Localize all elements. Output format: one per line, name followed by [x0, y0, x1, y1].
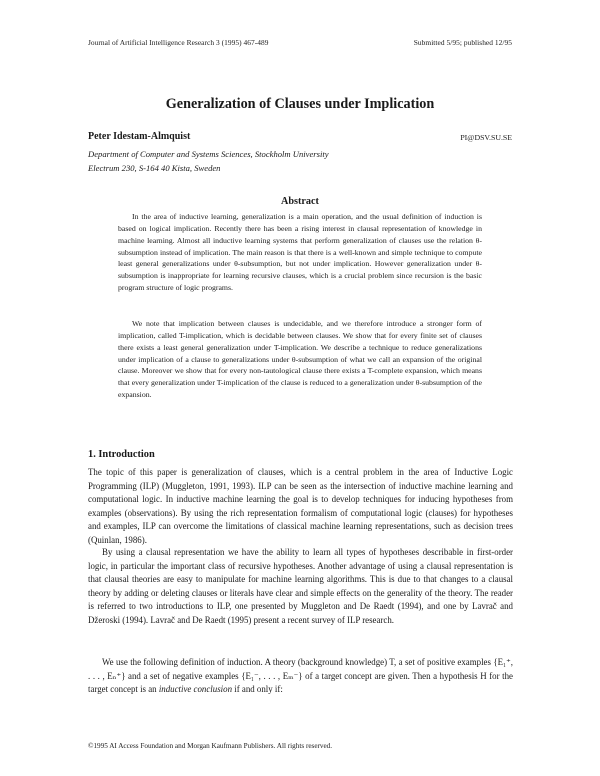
submission-dates: Submitted 5/95; published 12/95 — [413, 38, 512, 47]
abstract-heading: Abstract — [281, 196, 319, 207]
intro-text-3 — [88, 656, 513, 697]
intro-text-3-start: We use the following definition of induction. A theory (background knowledge) T, a set of positive examples {E₁⁺, . . . , Eₙ⁺} and a set of negative examples {E₁⁻, . . . , Eₘ⁻} of a target concept are given. Then a hypothesis H for the target concept is an — [88, 657, 513, 695]
abstract-text-1: In the area of inductive learning, generalization is a main operation, and the usual definition of induction is based on logical implication. Recently there has been a rising interest in clausal representation of knowledge in machine learning. Almost all inductive learning systems that perform generalization of clauses use the relation θ-subsumption instead of implication. The main reason is that there is a well-known and simple technique to compute least general generalizations under θ-subsumption, but not under implication. However generalization under θ-subsumption is inappropriate for learning recursive clauses, which is a crucial problem since recursion is the basic program structure of logic programs. — [118, 212, 482, 293]
intro-paragraph-2 — [88, 546, 513, 627]
abstract-paragraph-2 — [118, 318, 482, 401]
intro-text-2: By using a clausal representation we have the ability to learn all types of hypotheses describable in first-order logic, in particular the important class of recursive hypotheses. Another advantage of using a clausal representation is that clausal theories are easy to manipulate for machine learning algorithms. This is due to that changes to a clausal theory by adding or deleting clauses or literals have clear and simple effects on the generality of the theory. The reader is referred to two introductions to ILP, one presented by Muggleton and De Raedt (1994), and one by Lavrač and Džeroski (1994). Lavrač and De Raedt (1995) present a recent survey of ILP research. — [88, 547, 513, 625]
intro-text-3-end: if and only if: — [234, 684, 283, 695]
author-name: Peter Idestam-Almquist — [88, 131, 191, 142]
copyright-footer: ©1995 AI Access Foundation and Morgan Kaufmann Publishers. All rights reserved. — [88, 742, 333, 750]
journal-header: Journal of Artificial Intelligence Research 3 (1995) 467-489 — [88, 38, 269, 47]
intro-text-1: The topic of this paper is generalization of clauses, which is a central problem in the area of Inductive Logic Programming (ILP) (Muggleton, 1991, 1993). ILP can be seen as the intersection of inductive machine learning and computational logic. In inductive machine learning the goal is to develop techniques for inducing hypotheses from examples (observations). By using the rich representation formalism of computational logic (clauses) for hypotheses and examples, ILP can overcome the limitations of classical machine learning representations, such as decision trees (Quinlan, 1986). — [88, 467, 513, 545]
intro-paragraph-1 — [88, 466, 513, 547]
section-heading-introduction: 1. Introduction — [88, 449, 155, 460]
abstract-text-2: We note that implication between clauses is undecidable, and we therefore introduce a stronger form of implication, called T-implication, which is decidable between clauses. We show that for every finite set of clauses there exists a least general generalization under T-implication. We describe a technique to reduce generalizations under implication of a clause to generalizations under θ-subsumption of what we call an expansion of the original clause. Moreover we show that for every non-tautological clause there exists a T-complete expansion, which means that every generalization under T-implication of the clause is reduced to a generalization under θ-subsumption of the expansion. — [118, 319, 482, 400]
term-inductive-conclusion: inductive conclusion — [158, 684, 233, 695]
author-email: PI@DSV.SU.SE — [460, 133, 512, 142]
paper-title: Generalization of Clauses under Implication — [165, 96, 435, 112]
author-affiliation-department: Department of Computer and Systems Sciences, Stockholm University — [88, 149, 329, 159]
abstract-paragraph-1 — [118, 211, 482, 294]
intro-paragraph-3 — [88, 656, 513, 697]
author-affiliation-address: Electrum 230, S-164 40 Kista, Sweden — [88, 163, 221, 173]
